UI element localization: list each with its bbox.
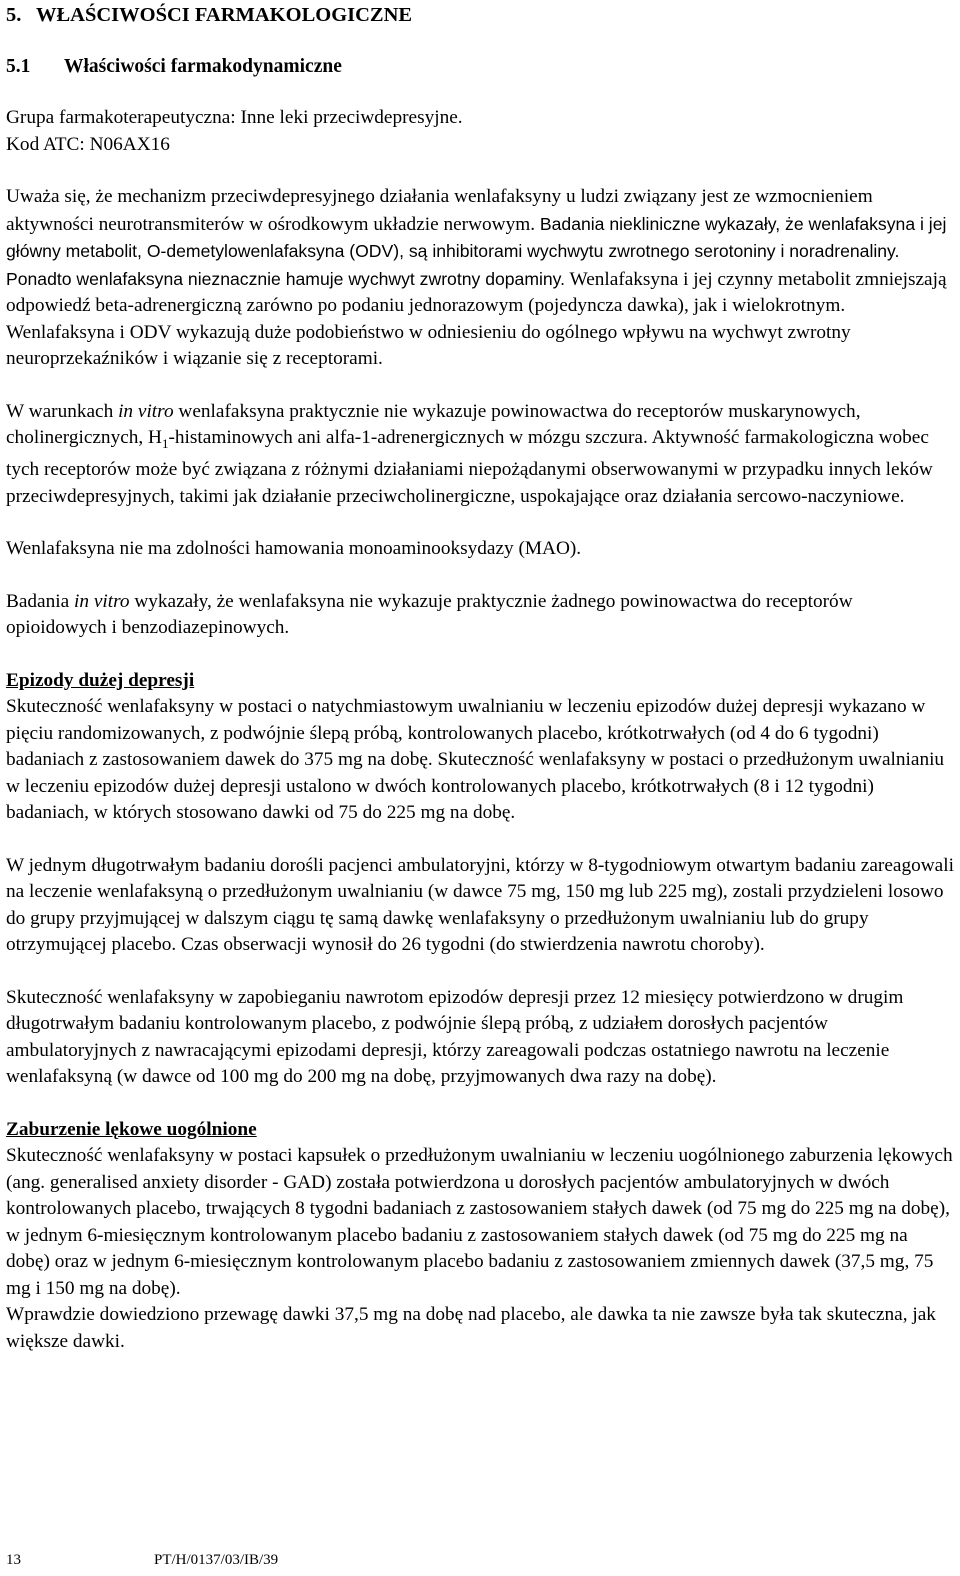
italic-term: in vitro [74, 590, 130, 612]
anxiety-paragraph-2: Wprawdzie dowiedziono przewagę dawki 37,5 mg na dobę nad placebo, ale dawka ta nie zawsze była tak skuteczna, jak większe dawki. [6, 1304, 936, 1352]
mechanism-text-a: Uważa się, że mechanizm przeciwdepresyjnego działania wenlafaksyny u ludzi związany jest ze wzmocnieniem aktywności neurotransmiterów w ośrodkowym układzie nerwowym. [6, 186, 873, 235]
mechanism-text-c: Wenlafaksyna i jej czynny metabolit zmniejszają odpowiedź beta-adrenergiczną zarówno po podaniu jednorazowym (pojedyncza dawka), jak i wielokrotnym. Wenlafaksyna i ODV wykazują duże podobieństwo w odniesieniu do ogólnego wpływu na wychwyt zwrotny neuroprzekaźników i wiązanie się z receptorami. [6, 268, 947, 369]
anxiety-paragraph-1: Skuteczność wenlafaksyny w postaci kapsułek o przedłużonym uwalnianiu w leczeniu uogólnionego zaburzenia lękowych (ang. generalised anxiety disorder - GAD) została potwierdzona u dorosłych pacjentów ambulatoryjnych w dwóch kontrolowanych placebo, trwających 8 tygodni badaniach z zastosowaniem stałych dawek (od 75 mg do 225 mg na dobę), w jednym 6-miesięcznym kontrolowanym placebo badaniu z zastosowaniem stałych dawek (od 75 mg do 225 mg na dobę) oraz w jednym 6-miesięcznym kontrolowanym placebo badaniu z zastosowaniem zmiennych dawek (37,5 mg, 75 mg i 150 mg na dobę). [6, 1145, 953, 1299]
text-run: W warunkach [6, 400, 119, 422]
document-code: PT/H/0137/03/IB/39 [154, 1552, 279, 1568]
text-run: Badania [6, 590, 74, 612]
document-page [6, 2, 954, 1355]
depression-paragraph-1: Skuteczność wenlafaksyny w postaci o natychmiastowym uwalnianiu w leczeniu epizodów dużej depresji wykazano w pięciu randomizowanych, z podwójnie ślepą próbą, kontrolowanych placebo, krótkotrwałych (od 4 do 6 tygodni) badaniach z zastosowaniem dawek do 375 mg na dobę. Skuteczność wenlafaksyny w postaci o przedłużonym uwalnianiu w leczeniu epizodów dużej depresji ustalono w dwóch kontrolowanych placebo, krótkotrwałych (8 i 12 tygodni) badaniach, w których stosowano dawki od 75 do 225 mg na dobę. [6, 696, 945, 824]
section-number: 5. [6, 4, 22, 26]
in-vitro-receptors-paragraph [6, 399, 954, 511]
text-run: wykazały, że wenlafaksyna nie wykazuje praktycznie żadnego powinowactwa do receptorów opioidowych i benzodiazepinowych. [6, 590, 853, 639]
atc-code: Kod ATC: N06AX16 [6, 133, 170, 155]
mao-paragraph: Wenlafaksyna nie ma zdolności hamowania monoaminooksydazy (MAO). [6, 538, 582, 560]
text-run: -histaminowych ani alfa-1-adrenergicznych w mózgu szczura. Aktywność farmakologiczna wobec tych receptorów może być związana z różnymi działaniami niepożądanymi obserwowanymi w przypadku innych leków przeciwdepresyjnych, takimi jak działanie przeciwcholinergiczne, uspokajające oraz działania sercowo-naczyniowe. [6, 427, 933, 507]
opioid-paragraph [6, 589, 954, 642]
section-title: WŁAŚCIWOŚCI FARMAKOLOGICZNE [36, 4, 413, 26]
subsection-heading [6, 54, 954, 81]
text-run: wenlafaksyna praktycznie nie wykazuje powinowactwa do receptorów muskarynowych, cholinergicznych, H [6, 400, 861, 448]
mechanism-paragraph [6, 184, 954, 373]
anxiety-section-title: Zaburzenie lękowe uogólnione [6, 1118, 257, 1140]
subsection-number: 5.1 [6, 55, 31, 77]
italic-term: in vitro [118, 400, 174, 422]
depression-paragraph-2: W jednym długotrwałym badaniu dorośli pacjenci ambulatoryjni, którzy w 8-tygodniowym otwartym badaniu zareagowali na leczenie wenlafaksyną o przedłużonym uwalnianiu (w dawce 75 mg, 150 mg lub 225 mg), zostali przydzieleni losowo do grupy przyjmującej w dalszym ciągu tę samą dawkę wenlafaksyny o przedłużonym uwalnianiu lub do grupy otrzymującej placebo. Czas obserwacji wynosił do 26 tygodni (do stwierdzenia nawrotu choroby). [6, 854, 954, 956]
section-heading [6, 2, 954, 29]
mechanism-text-b: Badania niekliniczne wykazały, że wenlafaksyna i jej główny metabolit, O-demetylowenlafaksyna (ODV), są inhibitorami wychwytu zwrotnego serotoniny i noradrenaliny. Ponadto wenlafaksyna nieznacznie hamuje wychwyt zwrotny dopaminy. [6, 213, 947, 289]
page-number: 13 [6, 1552, 21, 1568]
pharmacotherapeutic-group: Grupa farmakoterapeutyczna: Inne leki przeciwdepresyjne. [6, 107, 463, 128]
depression-section-title: Epizody dużej depresji [6, 669, 195, 691]
depression-paragraph-3: Skuteczność wenlafaksyny w zapobieganiu nawrotom epizodów depresji przez 12 miesięcy potwierdzono w drugim długotrwałym badaniu kontrolowanym placebo, z podwójnie ślepą próbą, z udziałem dorosłych pacjentów ambulatoryjnych z nawracającymi epizodami depresji, którzy zareagowali podczas ostatniego nawrotu na leczenie wenlafaksyną (w dawce od 100 mg do 200 mg na dobę, przyjmowanych dwa razy na dobę). [6, 986, 904, 1088]
subsection-title: Właściwości farmakodynamiczne [64, 55, 342, 77]
subscript: 1 [161, 435, 169, 451]
